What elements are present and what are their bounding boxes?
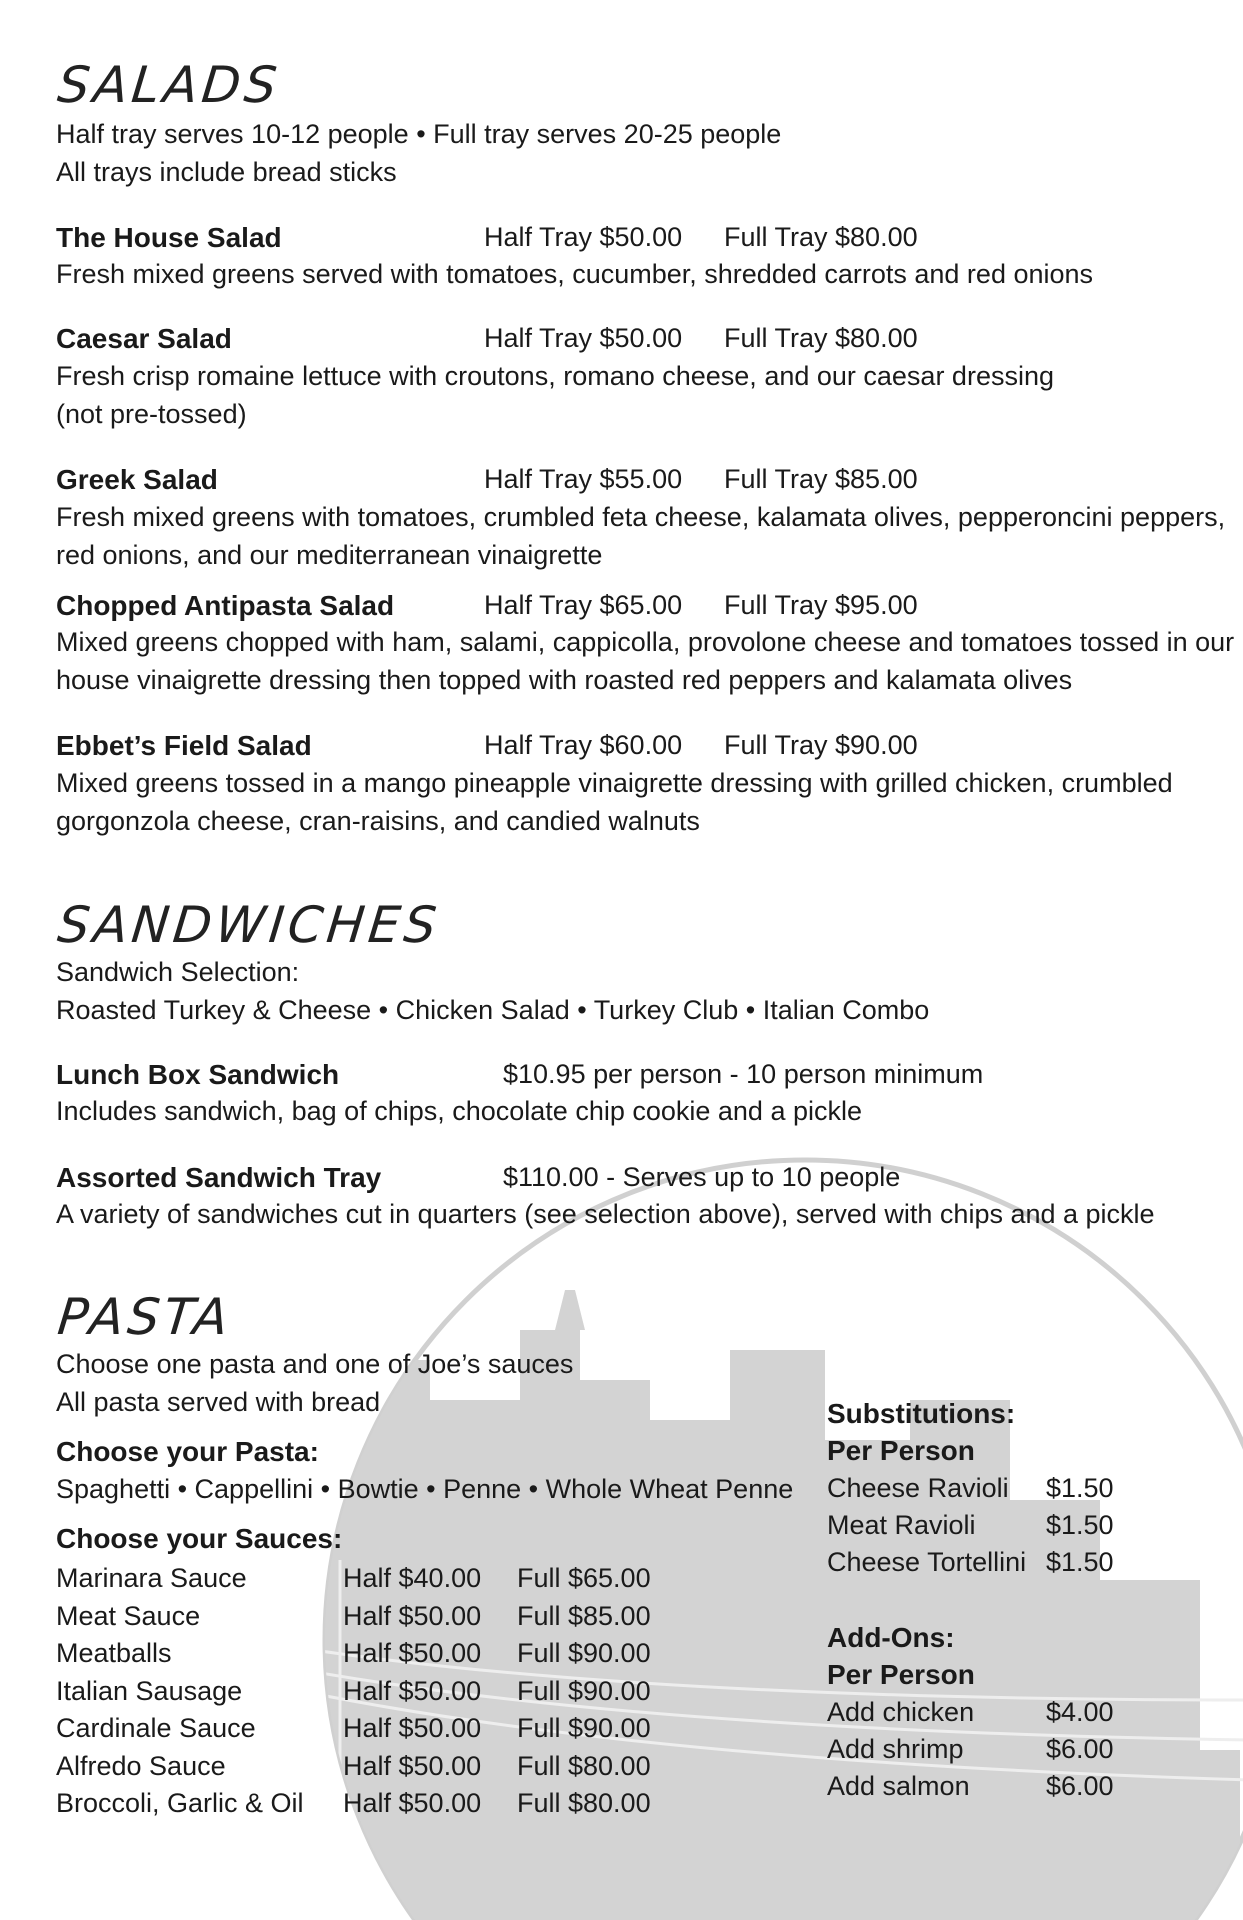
salads-info: Half tray serves 10-12 people • Full tray serves 20-25 people	[56, 119, 782, 149]
sauce-name: Meat Sauce	[56, 1600, 201, 1631]
substitution-price: $1.50	[1046, 1473, 1114, 1503]
sauce-name: Italian Sausage	[56, 1675, 243, 1706]
half-tray-price: Half Tray $65.00	[484, 590, 683, 620]
full-tray-price: Full Tray $80.00	[724, 323, 918, 353]
choose-sauces-heading: Choose your Sauces:	[56, 1523, 343, 1554]
addon-price: $6.00	[1046, 1734, 1114, 1764]
full-tray-price: Full Tray $90.00	[724, 730, 918, 760]
menu-item-description: Fresh crisp romaine lettuce with croutons, romano cheese, and our caesar dressing	[56, 361, 1054, 391]
choose-pasta-heading: Choose your Pasta:	[56, 1436, 319, 1467]
menu-item-description: Mixed greens tossed in a mango pineapple vinaigrette dressing with grilled chicken, crumbled	[56, 768, 1173, 798]
menu-item-description: Fresh mixed greens with tomatoes, crumbled feta cheese, kalamata olives, pepperoncini peppers,	[56, 502, 1226, 532]
pasta-heading: PASTA	[54, 1288, 235, 1346]
menu-item-description: Fresh mixed greens served with tomatoes, cucumber, shredded carrots and red onions	[56, 259, 1094, 289]
sauce-name: Broccoli, Garlic & Oil	[56, 1788, 304, 1818]
sauce-half-price: Half $50.00	[343, 1675, 482, 1706]
half-tray-price: Half Tray $50.00	[484, 323, 683, 353]
sauce-full-price: Full $65.00	[517, 1563, 651, 1593]
menu-item-name: The House Salad	[56, 222, 282, 253]
menu-item-name: Assorted Sandwich Tray	[56, 1162, 382, 1193]
sauce-half-price: Half $50.00	[343, 1713, 482, 1743]
half-tray-price: Half Tray $50.00	[484, 222, 683, 252]
sauce-name: Meatballs	[56, 1638, 172, 1668]
menu-item-description: gorgonzola cheese, cran-raisins, and candied walnuts	[56, 806, 700, 836]
menu-item-description: A variety of sandwiches cut in quarters (see selection above), served with chips and a pickle	[56, 1199, 1155, 1229]
sauce-half-price: Half $50.00	[343, 1600, 482, 1631]
sauce-name: Alfredo Sauce	[56, 1750, 226, 1781]
substitution-name: Cheese Ravioli	[827, 1473, 1009, 1503]
sauce-full-price: Full $90.00	[517, 1638, 651, 1668]
menu-item-description: (not pre-tossed)	[56, 399, 247, 429]
sauce-half-price: Half $50.00	[343, 1788, 482, 1818]
menu-item-name: Greek Salad	[56, 464, 218, 495]
half-tray-price: Half Tray $60.00	[484, 730, 683, 760]
sauce-name: Cardinale Sauce	[56, 1713, 256, 1743]
pasta-info: All pasta served with bread	[56, 1387, 381, 1417]
pasta-options: Spaghetti • Cappellini • Bowtie • Penne • Whole Wheat Penne	[56, 1474, 794, 1504]
pasta-info: Choose one pasta and one of Joe’s sauces	[56, 1349, 574, 1379]
menu-item-name: Caesar Salad	[56, 323, 232, 354]
sauce-full-price: Full $90.00	[517, 1675, 651, 1706]
addon-price: $6.00	[1046, 1771, 1114, 1801]
substitution-price: $1.50	[1046, 1510, 1114, 1540]
addon-price: $4.00	[1046, 1697, 1114, 1727]
sauce-half-price: Half $40.00	[343, 1563, 482, 1593]
sandwiches-info: Roasted Turkey & Cheese • Chicken Salad • Turkey Club • Italian Combo	[56, 995, 930, 1025]
menu-item-name: Lunch Box Sandwich	[56, 1059, 340, 1090]
substitution-name: Meat Ravioli	[827, 1510, 976, 1540]
full-tray-price: Full Tray $85.00	[724, 464, 918, 494]
menu-item-price: $10.95 per person - 10 person minimum	[503, 1059, 984, 1089]
sandwiches-heading: SANDWICHES	[54, 896, 443, 954]
substitutions-subheading: Per Person	[827, 1435, 975, 1466]
sauce-full-price: Full $90.00	[517, 1713, 651, 1743]
full-tray-price: Full Tray $95.00	[724, 590, 918, 620]
sauce-half-price: Half $50.00	[343, 1750, 482, 1781]
addon-name: Add salmon	[827, 1771, 970, 1801]
substitutions-heading: Substitutions:	[827, 1398, 1016, 1429]
half-tray-price: Half Tray $55.00	[484, 464, 683, 494]
menu-item-description: house vinaigrette dressing then topped with roasted red peppers and kalamata olives	[56, 665, 1073, 695]
substitution-price: $1.50	[1046, 1547, 1114, 1577]
full-tray-price: Full Tray $80.00	[724, 222, 918, 252]
addons-subheading: Per Person	[827, 1659, 975, 1690]
sauce-name: Marinara Sauce	[56, 1563, 247, 1593]
menu-item-description: red onions, and our mediterranean vinaigrette	[56, 540, 603, 570]
salads-info: All trays include bread sticks	[56, 157, 397, 187]
sauce-half-price: Half $50.00	[343, 1638, 482, 1668]
menu-item-description: Includes sandwich, bag of chips, chocolate chip cookie and a pickle	[56, 1096, 862, 1126]
salads-heading: SALADS	[54, 56, 284, 114]
sauce-full-price: Full $80.00	[517, 1750, 651, 1781]
addon-name: Add chicken	[827, 1697, 975, 1727]
sauce-full-price: Full $85.00	[517, 1600, 651, 1631]
menu-item-description: Mixed greens chopped with ham, salami, cappicolla, provolone cheese and tomatoes tossed in our	[56, 627, 1235, 657]
substitution-name: Cheese Tortellini	[827, 1547, 1027, 1577]
menu-item-price: $110.00 - Serves up to 10 people	[503, 1162, 901, 1192]
menu-item-name: Chopped Antipasta Salad	[56, 590, 395, 621]
sandwiches-info: Sandwich Selection:	[56, 957, 300, 987]
addons-heading: Add-Ons:	[827, 1622, 955, 1653]
addon-name: Add shrimp	[827, 1734, 964, 1764]
menu-item-name: Ebbet’s Field Salad	[56, 730, 312, 761]
sauce-full-price: Full $80.00	[517, 1788, 651, 1818]
